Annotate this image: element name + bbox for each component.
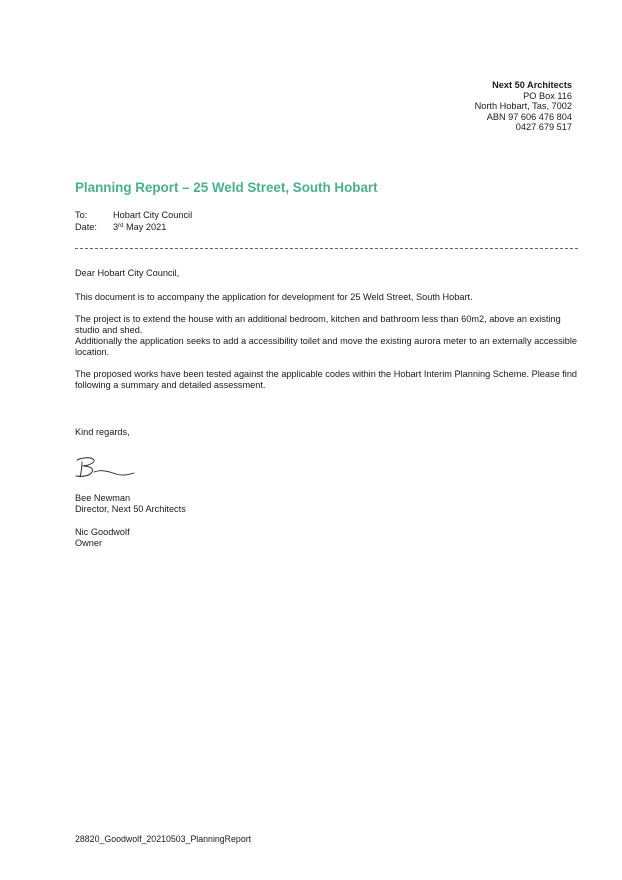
date-label: Date: (75, 221, 97, 232)
letter-body (75, 268, 580, 391)
signatory-name: Bee Newman (75, 493, 131, 503)
signatory-director (75, 493, 186, 515)
date-suffix: rd (118, 222, 124, 229)
letter-meta (75, 210, 192, 233)
date-value (113, 222, 166, 234)
page-title: Planning Report – 25 Weld Street, South Hobart (75, 180, 378, 195)
signature-icon (72, 448, 136, 484)
signatory-owner (75, 527, 130, 549)
letterhead (475, 80, 572, 133)
paragraph-purpose: This document is to accompany the application for development for 25 Weld Street, South Hobart. (75, 292, 473, 302)
date-rest: May 2021 (123, 221, 167, 232)
dashed-divider (75, 248, 578, 249)
closing: Kind regards, (75, 427, 130, 437)
date-row (75, 222, 192, 234)
to-value: Hobart City Council (113, 210, 193, 220)
paragraph-additional: Additionally the application seeks to add a accessibility toilet and move the existing aurora meter to an externally accessible location. (75, 336, 578, 357)
letterhead-line: ABN 97 606 476 804 (486, 111, 572, 122)
signatory-role: Director, Next 50 Architects (75, 504, 186, 514)
letterhead-line: North Hobart, Tas, 7002 (474, 101, 572, 112)
recipient-row (75, 210, 192, 222)
date-day: 3 (113, 221, 119, 232)
letterhead-line: 0427 679 517 (515, 122, 572, 133)
firm-name: Next 50 Architects (492, 80, 572, 90)
signatory-role: Owner (75, 538, 103, 548)
footer-document-id: 28820_Goodwolf_20210503_PlanningReport (75, 834, 252, 844)
greeting: Dear Hobart City Council, (75, 268, 180, 278)
paragraph-project: The project is to extend the house with an additional bedroom, kitchen and bathroom less than 60m2, above an existing studio and shed. (75, 314, 561, 335)
letterhead-line: PO Box 116 (523, 90, 572, 101)
to-label: To: (75, 210, 88, 220)
signatory-name: Nic Goodwolf (75, 527, 130, 537)
paragraph-assessment: The proposed works have been tested against the applicable codes within the Hobart Interim Planning Scheme. Please find following a summary and detailed assessment. (75, 369, 578, 390)
